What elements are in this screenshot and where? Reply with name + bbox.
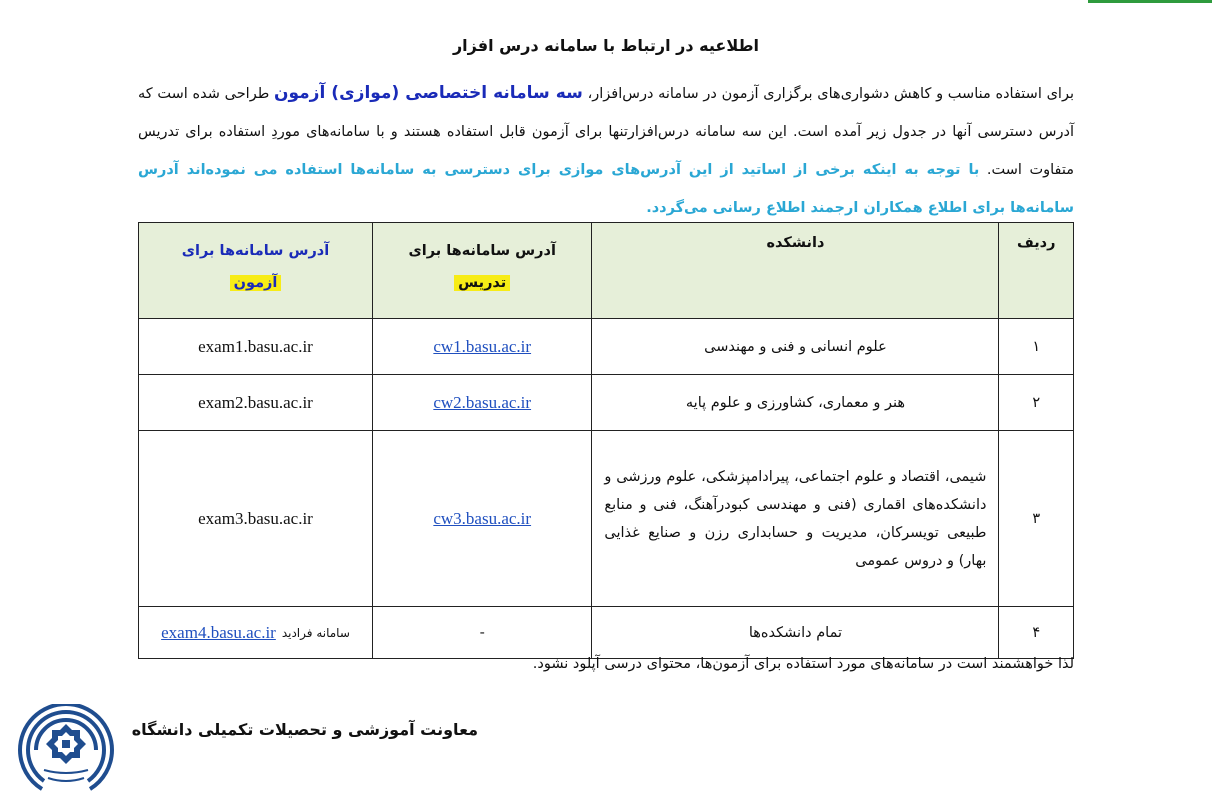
header-faculty: دانشکده xyxy=(592,223,999,319)
header-row-number: ردیف xyxy=(999,223,1074,319)
header-exam-line1: آدرس سامانه‌ها برای xyxy=(181,243,330,259)
exam-cell xyxy=(139,375,373,431)
header-exam xyxy=(139,223,373,319)
table-row xyxy=(139,431,1074,607)
exam-address: exam1.basu.ac.ir xyxy=(198,336,313,356)
intro-highlight-blue: سه سامانه اختصاصی (موازی) آزمون xyxy=(273,83,583,103)
faculty-cell: علوم انسانی و فنی و مهندسی xyxy=(592,319,999,375)
document-title: اطلاعیه در ارتباط با سامانه درس افزار xyxy=(452,36,760,55)
table-row xyxy=(139,375,1074,431)
intro-highlight-cyan: با توجه به اینکه برخی از اساتید از این آدرس‌های موازی برای دسترسی به سامانه‌ها استفاده می نموده‌اند آدرس سامانه‌ها برای اطلاع همکاران ارجمند اطلاع رسانی می‌گردد. xyxy=(138,162,1074,216)
signature: معاونت آموزشی و تحصیلات تکمیلی دانشگاه xyxy=(131,720,478,739)
teaching-cell xyxy=(373,431,592,607)
exam-address: exam3.basu.ac.ir xyxy=(198,508,313,528)
header-teaching-line1: آدرس سامانه‌ها برای xyxy=(408,243,556,259)
faradid-label: سامانه فرادید xyxy=(281,625,350,640)
header-exam-line2: آزمون xyxy=(230,275,282,291)
intro-text-1: برای استفاده مناسب و کاهش دشواری‌های برگزاری آزمون در سامانه درس‌افزار، xyxy=(582,86,1074,102)
faculty-cell: تمام دانشکده‌ها xyxy=(592,607,999,659)
teaching-cell: - xyxy=(373,607,592,659)
row-number: ۲ xyxy=(999,375,1074,431)
table-row xyxy=(139,319,1074,375)
intro-paragraph xyxy=(138,74,1074,227)
closing-note: لذا خواهشمند است در سامانه‌های مورد استفاده برای آزمون‌ها، محتوای درسی آپلود نشود. xyxy=(532,656,1074,672)
exam-cell xyxy=(139,319,373,375)
addresses-table xyxy=(138,222,1074,659)
header-teaching-line2: تدریس xyxy=(454,275,510,291)
teaching-link[interactable]: cw3.basu.ac.ir xyxy=(433,508,532,528)
university-logo-icon xyxy=(10,704,122,796)
teaching-link[interactable]: cw2.basu.ac.ir xyxy=(433,392,532,412)
faculty-cell: شیمی، اقتصاد و علوم اجتماعی، پیرادامپزشکی، علوم ورزشی و دانشکده‌های اقماری (فنی و مهندسی کبودرآهنگ، فنی و منابع طبیعی تویسرکان، مدیریت و حسابداری رزن و صنایع غذایی بهار) و دروس عمومی xyxy=(592,431,999,607)
exam-cell xyxy=(139,607,373,659)
faculty-cell: هنر و معماری، کشاورزی و علوم پایه xyxy=(592,375,999,431)
teaching-cell xyxy=(373,319,592,375)
exam-cell-content xyxy=(140,623,371,643)
exam-link[interactable]: exam4.basu.ac.ir xyxy=(161,622,276,642)
table-header-row xyxy=(139,223,1074,319)
exam-cell xyxy=(139,431,373,607)
row-number: ۴ xyxy=(999,607,1074,659)
teaching-link[interactable]: cw1.basu.ac.ir xyxy=(433,336,532,356)
row-number: ۱ xyxy=(999,319,1074,375)
exam-address: exam2.basu.ac.ir xyxy=(198,392,313,412)
row-number: ۳ xyxy=(999,431,1074,607)
teaching-cell xyxy=(373,375,592,431)
header-teaching xyxy=(373,223,592,319)
top-accent-line xyxy=(1088,0,1212,3)
table-row xyxy=(139,607,1074,659)
intro-text-2: طراحی شده است که آدرس دسترسی آنها در جدول زیر آمده است. این سه سامانه درس‌افزارتنها برای آزمون قابل استفاده هستند و با سامانه‌های موردِ استفاده برای تدریس متفاوت است. xyxy=(138,86,1075,178)
